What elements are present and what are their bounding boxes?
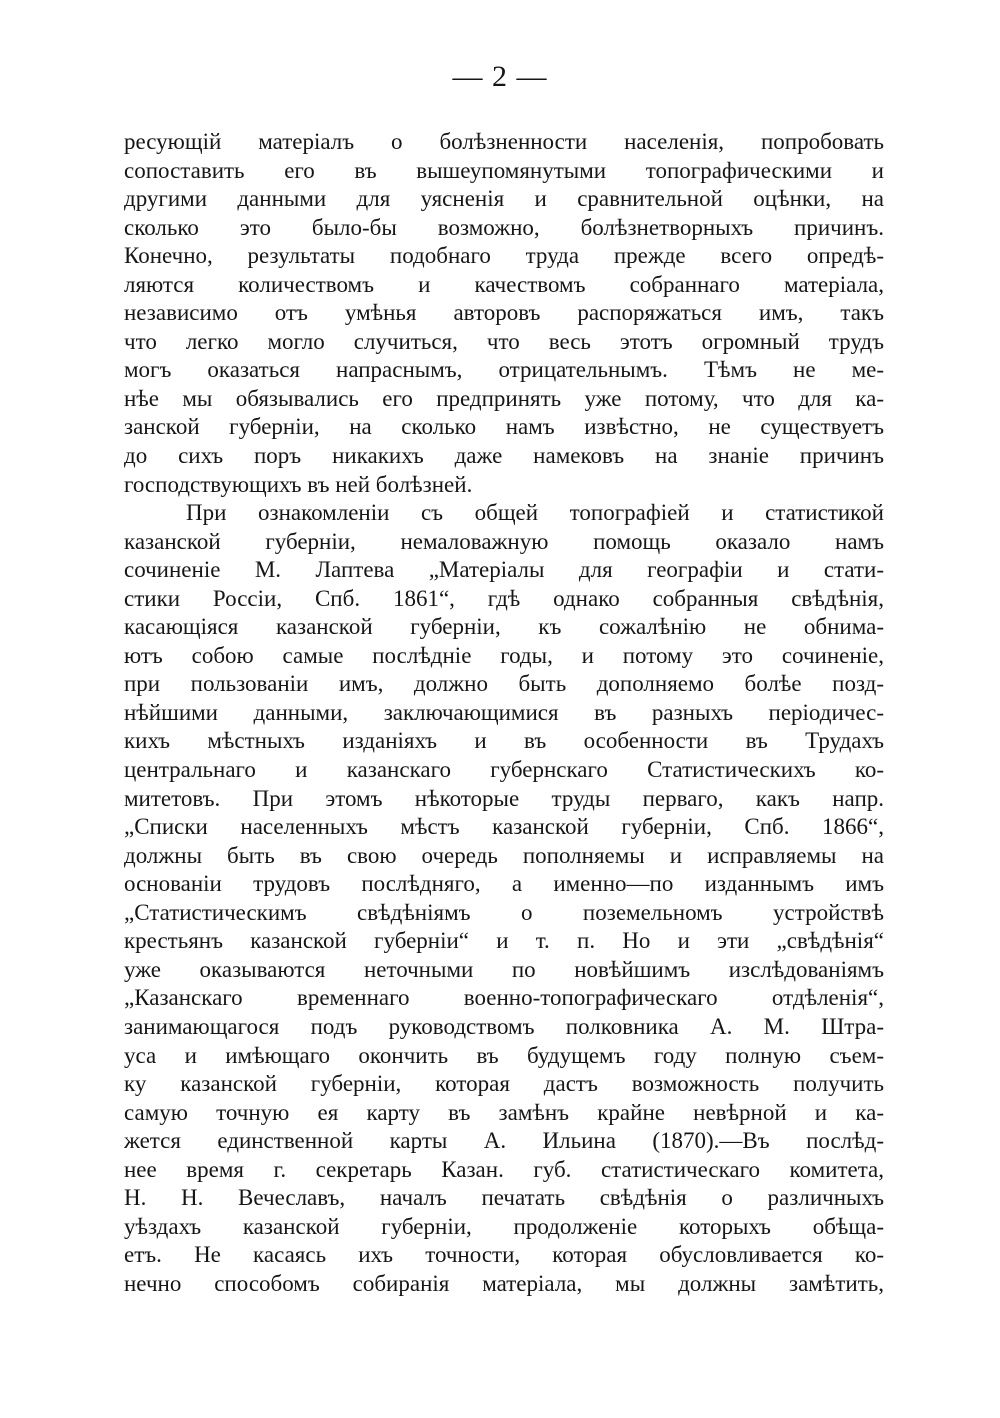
text-line: занской губерніи, на сколько намъ извѣстно, не существуетъ — [124, 414, 884, 440]
text-line: При ознакомленіи съ общей топографіей и статистикой — [186, 500, 884, 526]
text-line: занимающагося подъ руководствомъ полковника А. М. Штра- — [124, 1013, 884, 1039]
text-line: при пользованіи имъ, должно быть дополняемо болѣе позд- — [124, 671, 884, 697]
text-line: до сихъ поръ никакихъ даже намековъ на знаніе причинъ — [124, 443, 884, 469]
text-line: сопоставить его въ вышеупомянутыми топографическими и — [124, 157, 884, 183]
text-line: могъ оказаться напраснымъ, отрицательнымъ. Тѣмъ не ме- — [124, 357, 884, 383]
text-line: „Списки населенныхъ мѣстъ казанской губерніи, Спб. 1866“, — [124, 814, 884, 840]
text-line: уѣздахъ казанской губерніи, продолженіе которыхъ обѣща- — [124, 1213, 884, 1239]
text-line: „Казанскаго временнаго военно-топографическаго отдѣленія“, — [124, 985, 884, 1011]
text-line: нѣе мы обязывались его предпринять уже потому, что для ка- — [124, 385, 884, 411]
text-line: независимо отъ умѣнья авторовъ распоряжаться имъ, такъ — [124, 300, 884, 326]
text-line: уса и имѣющаго окончить въ будущемъ году полную съем- — [124, 1042, 884, 1068]
text-line: господствующихъ въ ней болѣзней. — [124, 471, 473, 497]
text-line: нѣйшими данными, заключающимися въ разныхъ періодичес- — [124, 699, 884, 725]
text-line: жется единственной карты А. Ильина (1870).—Въ послѣд- — [124, 1128, 884, 1154]
text-line: етъ. Не касаясь ихъ точности, которая обусловливается ко- — [124, 1242, 884, 1268]
text-line: Н. Н. Вечеславъ, началъ печатать свѣдѣнія о различныхъ — [124, 1185, 884, 1211]
text-line: касающіяся казанской губерніи, къ сожалѣнію не обнима- — [124, 614, 884, 640]
text-line: самую точную ея карту въ замѣнъ крайне невѣрной и ка- — [124, 1099, 884, 1125]
text-line: должны быть въ свою очередь пополняемы и исправляемы на — [124, 842, 884, 868]
text-line: основаніи трудовъ послѣдняго, а именно—по изданнымъ имъ — [124, 871, 884, 897]
text-line: ляются количествомъ и качествомъ собраннаго матеріала, — [124, 271, 884, 297]
text-line: что легко могло случиться, что весь этотъ огромный трудъ — [124, 328, 884, 354]
text-line: ку казанской губерніи, которая дастъ возможность получить — [124, 1071, 884, 1097]
text-line: ресующій матеріалъ о болѣзненности населенія, попробовать — [124, 129, 884, 154]
text-line: ютъ собою самые послѣдніе годы, и потому это сочиненіе, — [124, 642, 884, 668]
text-line: сколько это было-бы возможно, болѣзнетворныхъ причинъ. — [124, 214, 884, 240]
text-line: крестьянъ казанской губерніи“ и т. п. Но и эти „свѣдѣнія“ — [124, 928, 884, 954]
page-number: — 2 — — [452, 60, 548, 93]
text-line: центральнаго и казанскаго губернскаго Статистическихъ ко- — [124, 757, 884, 783]
body-text — [124, 128, 884, 1298]
text-line: уже оказываются неточными по новѣйшимъ изслѣдованіямъ — [124, 956, 884, 982]
text-line: другими данными для уясненія и сравнительной оцѣнки, на — [124, 186, 884, 212]
text-line: кихъ мѣстныхъ изданіяхъ и въ особенности въ Трудахъ — [124, 728, 884, 754]
text-line: сочиненіе М. Лаптева „Матеріалы для географіи и стати- — [124, 557, 884, 583]
text-line: митетовъ. При этомъ нѣкоторые труды перваго, какъ напр. — [124, 785, 884, 811]
text-line: „Статистическимъ свѣдѣніямъ о поземельномъ устройствѣ — [124, 899, 884, 925]
text-line: казанской губерніи, немаловажную помощь оказало намъ — [124, 528, 884, 554]
text-line: нечно способомъ собиранія матеріала, мы должны замѣтить, — [124, 1270, 884, 1296]
text-line: нее время г. секретарь Казан. губ. статистическаго комитета, — [124, 1156, 884, 1182]
text-line: Конечно, результаты подобнаго труда прежде всего опредѣ- — [124, 243, 884, 269]
text-line: стики Россіи, Спб. 1861“, гдѣ однако собранныя свѣдѣнія, — [124, 585, 884, 611]
